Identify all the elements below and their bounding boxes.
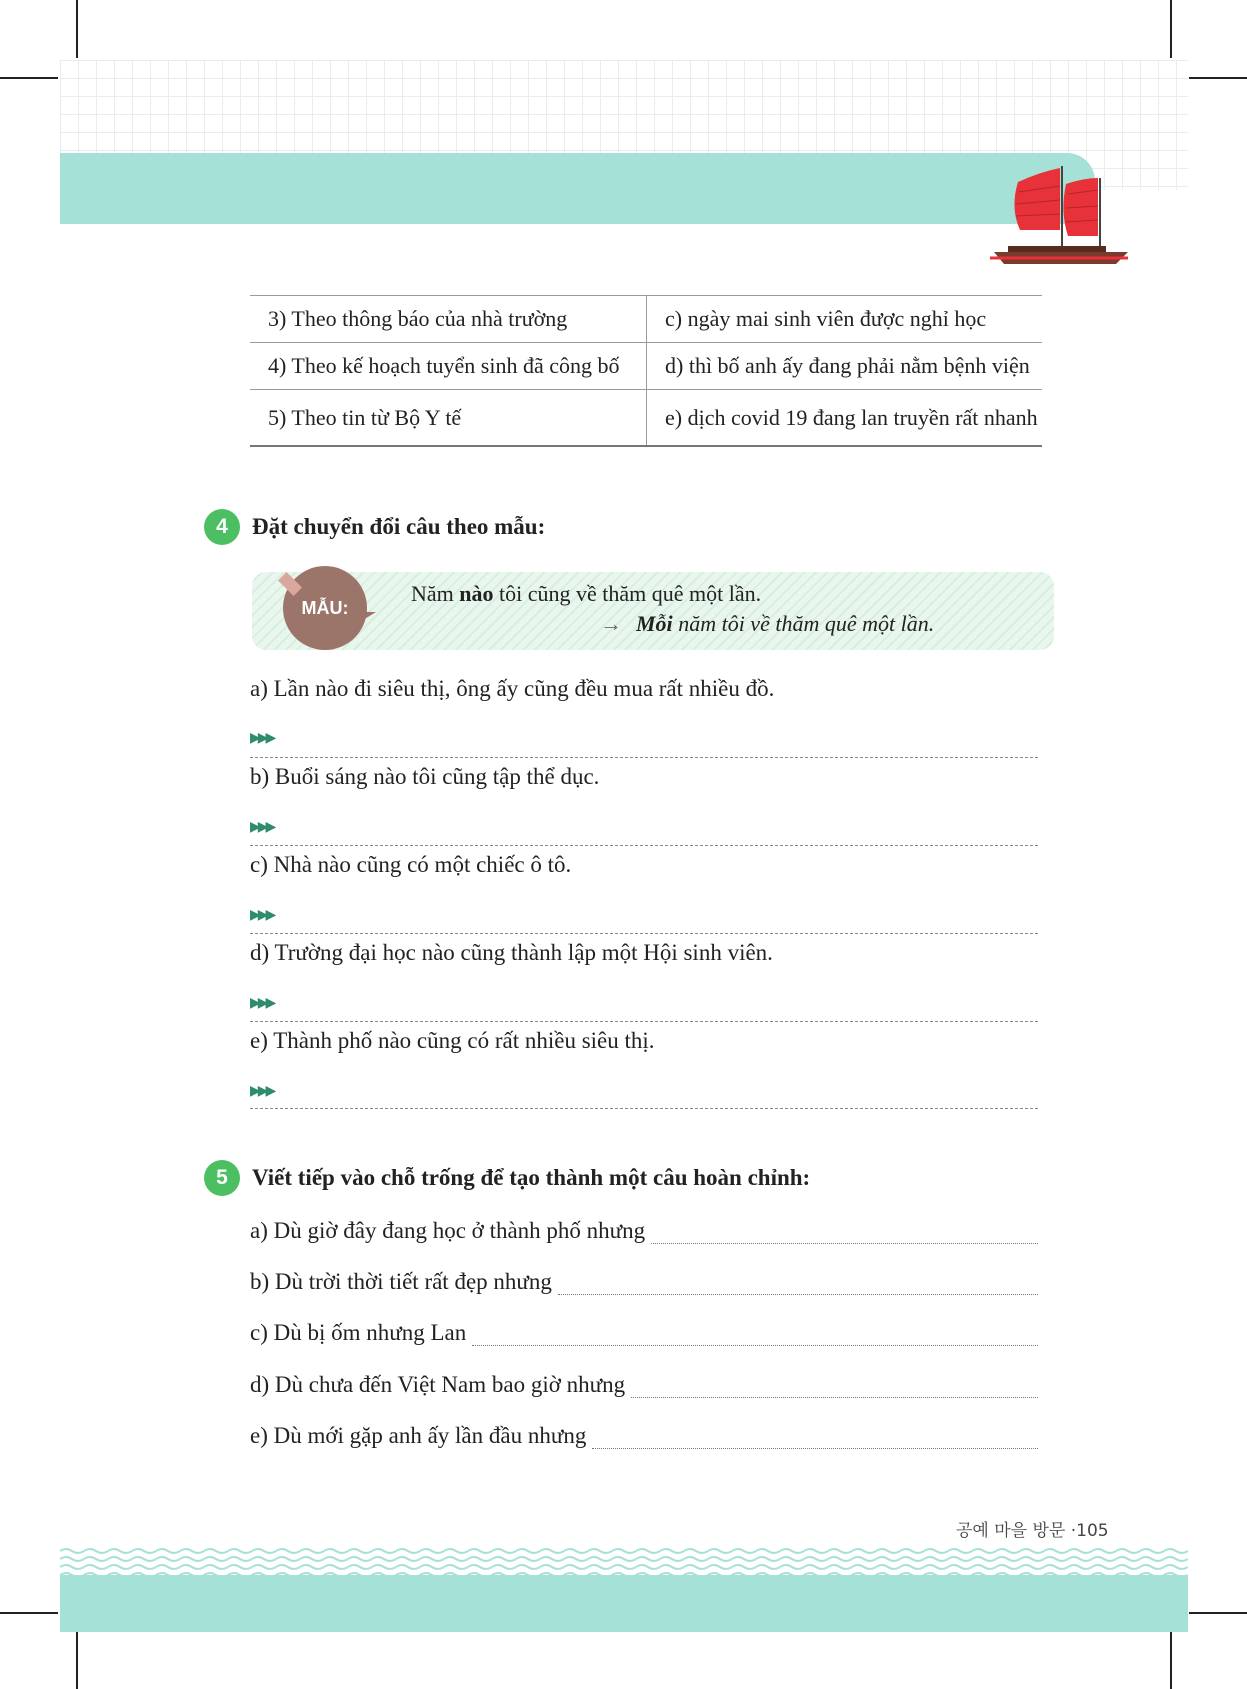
table-row: [250, 296, 1042, 343]
table-row: [250, 390, 1042, 447]
sample-sentence: [411, 581, 761, 607]
fill-blank[interactable]: [592, 1426, 1038, 1449]
answer-marker-icon: ▶▶▶: [250, 1083, 274, 1099]
table-cell: c) ngày mai sinh viên được nghỉ học: [647, 296, 1043, 343]
crop-mark: [0, 1612, 58, 1614]
answer-line-c[interactable]: [250, 933, 1038, 934]
sample-answer-keyword: Mỗi: [636, 611, 673, 636]
crop-mark: [0, 77, 58, 79]
fill-item-prompt: d) Dù chưa đến Việt Nam bao giờ nhưng: [250, 1372, 626, 1397]
answer-marker-icon: ▶▶▶: [250, 819, 274, 835]
question-e: e) Thành phố nào cũng có rất nhiều siêu thị.: [250, 1028, 655, 1053]
footer-band: [60, 1575, 1188, 1632]
matching-table: [250, 295, 1042, 447]
fill-blank[interactable]: [651, 1221, 1038, 1244]
answer-line-b[interactable]: [250, 845, 1038, 846]
fill-item-c: [250, 1320, 1038, 1346]
answer-marker-icon: ▶▶▶: [250, 995, 274, 1011]
exercise-5-title: Viết tiếp vào chỗ trống để tạo thành một câu hoàn chỉnh:: [252, 1165, 811, 1190]
exercise-4-title: Đặt chuyển đổi câu theo mẫu:: [252, 514, 546, 539]
answer-marker-icon: ▶▶▶: [250, 907, 274, 923]
sample-answer: [600, 611, 934, 637]
fill-item-prompt: a) Dù giờ đây đang học ở thành phố nhưng: [250, 1218, 646, 1243]
answer-line-a[interactable]: [250, 757, 1038, 758]
fill-item-e: [250, 1423, 1038, 1449]
answer-marker-icon: ▶▶▶: [250, 730, 274, 746]
crop-mark: [1170, 1632, 1172, 1689]
exercise-4-heading: [204, 509, 545, 545]
sample-text: tôi cũng về thăm quê một lần.: [493, 581, 762, 606]
crop-mark: [1189, 1612, 1247, 1614]
fill-blank[interactable]: [631, 1375, 1038, 1398]
question-b: b) Buổi sáng nào tôi cũng tập thể dục.: [250, 764, 600, 789]
header-band: [60, 153, 1095, 224]
table-row: [250, 343, 1042, 390]
sample-text: Năm: [411, 581, 460, 606]
answer-line-e[interactable]: [250, 1108, 1038, 1109]
arrow-right-icon: →: [600, 611, 622, 636]
answer-line-d[interactable]: [250, 1021, 1038, 1022]
question-d: d) Trường đại học nào cũng thành lập một Hội sinh viên.: [250, 940, 773, 965]
fill-item-b: [250, 1269, 1038, 1295]
crop-mark: [1189, 77, 1247, 79]
sample-answer-text: năm tôi về thăm quê một lần.: [672, 611, 935, 636]
exercise-5-heading: [204, 1160, 810, 1196]
fill-blank[interactable]: [472, 1323, 1038, 1346]
exercise-number-badge: 5: [204, 1160, 240, 1196]
crop-mark: [76, 0, 78, 58]
crop-mark: [76, 1632, 78, 1689]
crop-mark: [1170, 0, 1172, 58]
table-cell-text: e) dịch covid 19 đang lan truyền rất nhanh: [665, 404, 1038, 430]
fill-item-prompt: e) Dù mới gặp anh ấy lần đầu nhưng: [250, 1423, 587, 1448]
fill-item-prompt: c) Dù bị ốm nhưng Lan: [250, 1320, 467, 1345]
table-cell: d) thì bố anh ấy đang phải nằm bệnh viện: [647, 343, 1043, 390]
sailboat-icon: [990, 160, 1128, 272]
footer-wave-pattern: [60, 1547, 1188, 1577]
table-cell: 5) Theo tin từ Bộ Y tế: [250, 390, 647, 447]
sample-keyword: nào: [459, 581, 494, 606]
question-c: c) Nhà nào cũng có một chiếc ô tô.: [250, 852, 572, 877]
table-cell: 4) Theo kế hoạch tuyển sinh đã công bố: [250, 343, 647, 390]
fill-item-a: [250, 1218, 1038, 1244]
fill-blank[interactable]: [558, 1272, 1038, 1295]
exercise-number-badge: 4: [204, 509, 240, 545]
question-a: a) Lần nào đi siêu thị, ông ấy cũng đều mua rất nhiều đồ.: [250, 676, 775, 701]
fill-item-d: [250, 1372, 1038, 1398]
sample-badge: MẪU:: [283, 566, 367, 650]
fill-item-prompt: b) Dù trời thời tiết rất đẹp nhưng: [250, 1269, 552, 1294]
table-cell: 3) Theo thông báo của nhà trường: [250, 296, 647, 343]
table-cell: [647, 390, 1043, 447]
page-number: 공예 마을 방문 ·105: [956, 1521, 1109, 1541]
